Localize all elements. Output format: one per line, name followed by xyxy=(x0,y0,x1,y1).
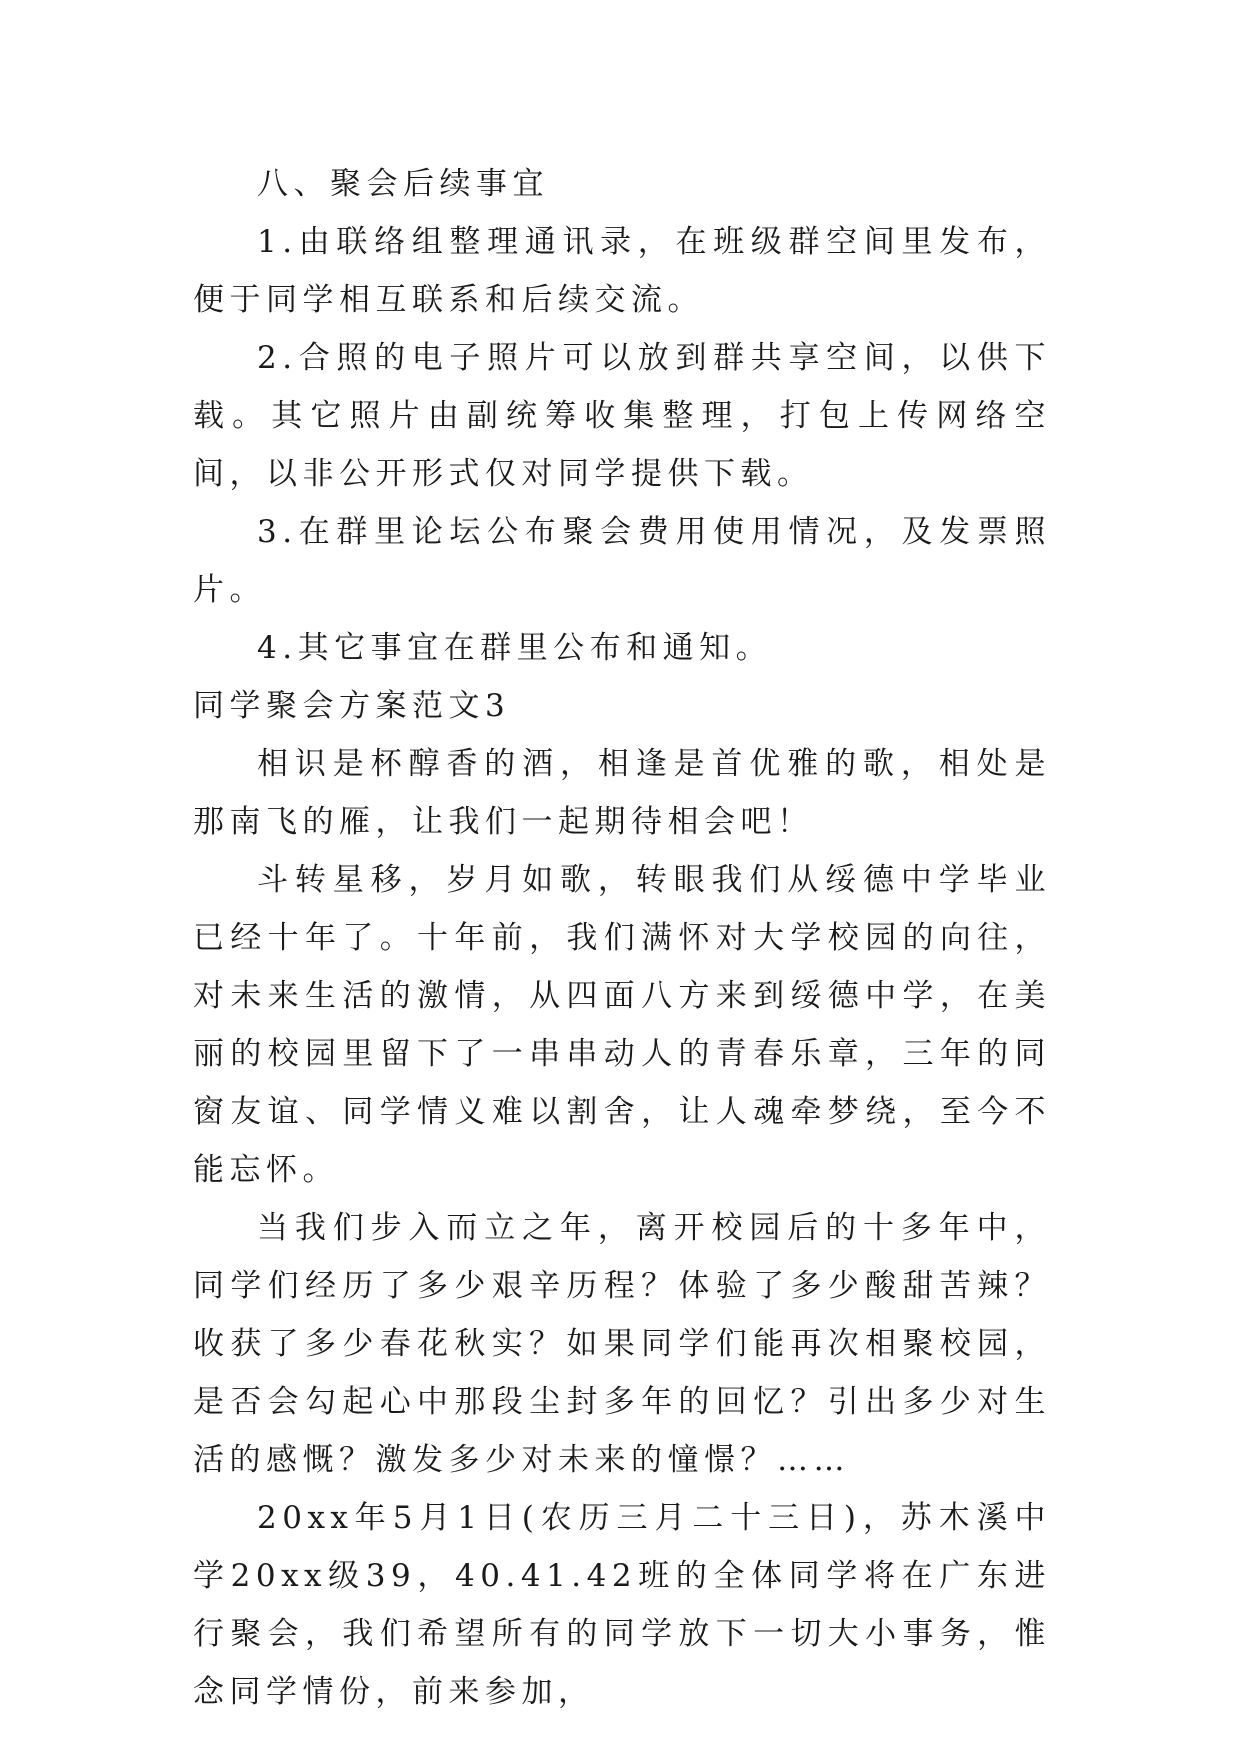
list-item: 4.其它事宜在群里公布和通知。 xyxy=(257,630,773,666)
list-item: 1.由联络组整理通讯录，在班级群空间里发布，便于同学相互联系和后续交流。 xyxy=(193,224,1051,318)
list-item: 3.在群里论坛公布聚会费用使用情况，及发票照片。 xyxy=(193,514,1051,608)
paragraph: 相识是杯醇香的酒，相逢是首优雅的歌，相处是那南飞的雁，让我们一起期待相会吧！ xyxy=(193,746,1051,840)
document-title: 同学聚会方案范文3 xyxy=(193,688,511,724)
document-body xyxy=(193,155,1051,1721)
paragraph: 当我们步入而立之年，离开校园后的十多年中，同学们经历了多少艰辛历程？体验了多少酸甜苦辣？收获了多少春花秋实？如果同学们能再次相聚校园，是否会勾起心中那段尘封多年的回忆？引出多少对生活的感慨？激发多少对未来的憧憬？…… xyxy=(193,1210,1051,1478)
paragraph: 20xx年5月1日(农历三月二十三日)，苏木溪中学20xx级39，40.41.42班的全体同学将在广东进行聚会，我们希望所有的同学放下一切大小事务，惟念同学情份，前来参加， xyxy=(193,1500,1051,1710)
section-heading: 八、聚会后续事宜 xyxy=(257,166,549,202)
paragraph: 斗转星移，岁月如歌，转眼我们从绥德中学毕业已经十年了。十年前，我们满怀对大学校园的向往，对未来生活的激情，从四面八方来到绥德中学，在美丽的校园里留下了一串串动人的青春乐章，三年的同窗友谊、同学情义难以割舍，让人魂牵梦绕，至今不能忘怀。 xyxy=(193,862,1051,1188)
list-item: 2.合照的电子照片可以放到群共享空间，以供下载。其它照片由副统筹收集整理，打包上传网络空间，以非公开形式仅对同学提供下载。 xyxy=(193,340,1051,492)
